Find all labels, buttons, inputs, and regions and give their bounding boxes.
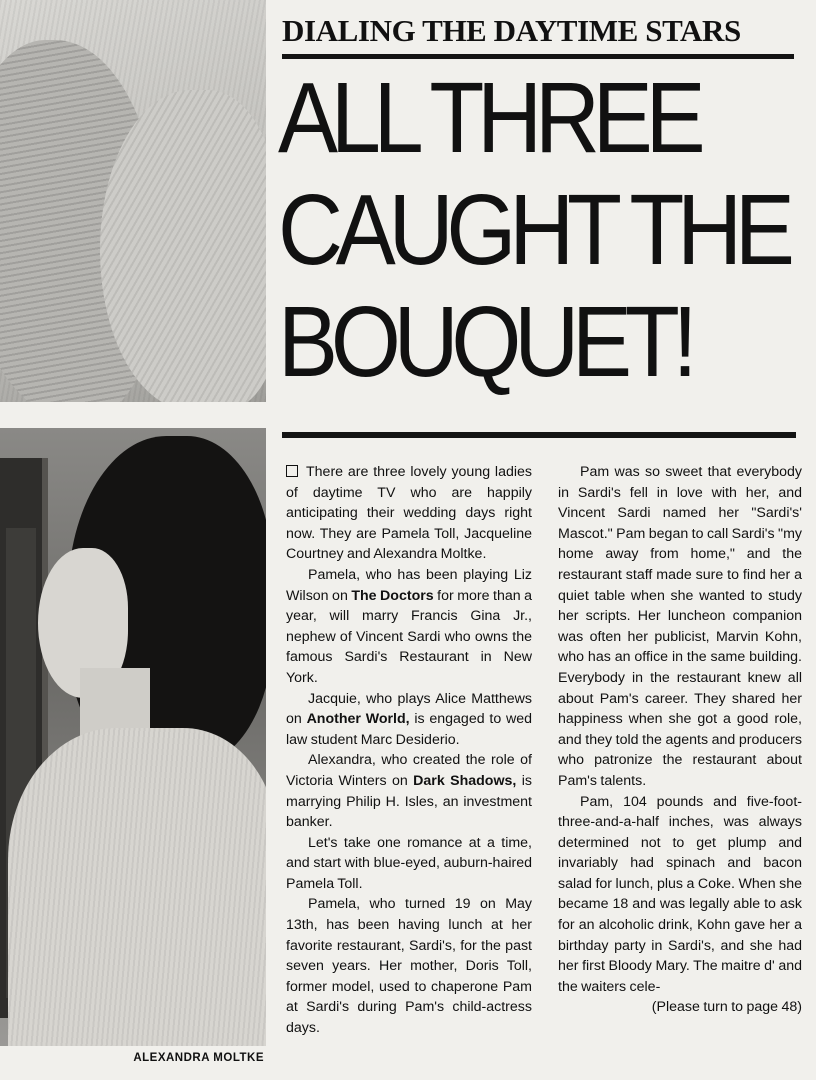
headline-line: CAUGHT THE [278,174,788,286]
paragraph: Let's take one romance at a time, and start with blue-eyed, auburn-haired Pamela Toll. [286,834,532,892]
article-column-1 [286,462,532,1052]
checkbox-bullet-icon [286,465,298,477]
paragraph: There are three lovely young ladies of daytime TV who are happily anticipating their wedding days right now. They are Pamela Toll, Jacqueline Courtney and Alexandra Moltke. [286,464,532,563]
headline-rule [282,432,796,438]
sweater-photo [0,0,266,402]
portrait-photo [0,428,266,1046]
headline-line: ALL THREE [278,62,699,174]
header-rule [282,54,794,59]
paragraph: Pam was so sweet that everybody in Sardi's fell in love with her, and Vincent Sardi named her "Sardi's' Mascot." Pam began to call Sardi's "my home away from home," and the restaurant staff made sure to find her a quiet table when she wanted to study her scripts. Her luncheon companion was often her publicist, Marvin Kohn, who has an office in the same building. Everybody in the restaurant knew all about Pam's career. They shared her happiness when she got a good role, and they told the agents and producers who patronize the restaurant about Pam's talents. [558,464,802,789]
paragraph: Pamela, who turned 19 on May 13th, has been having lunch at her favorite restaurant, Sardi's, for the past seven years. Her mother, Doris Toll, former model, used to chaperone Pam at Sardi's during Pam's child-actress days. [286,896,532,1037]
paragraph: Alexandra, who created the role of Victoria Winters on Dark Shadows, is marrying Philip H. Isles, an investment banker. [286,752,532,831]
show-title: Another World, [306,711,410,728]
sweater-fold [100,90,266,402]
headline-line: BOUQUET! [278,286,691,398]
paragraph: Jacquie, who plays Alice Matthews on Another World, is engaged to wed law student Marc Desiderio. [286,690,533,748]
headline [278,62,788,432]
show-title: The Doctors [351,587,434,604]
paragraph: Pam, 104 pounds and five-foot-three-and-a-half inches, was always determined not to get plump and invariably had spinach and bacon salad for lunch, plus a Coke. When she became 18 and was legally able to ask for an alcoholic drink, Kohn gave her a birthday party in Sardi's, and she had her first Bloody Mary. The maitre d' and the waiters cele- [558,793,802,995]
continued-note: (Please turn to page 48) [651,999,802,1016]
article-column-2 [558,462,802,1052]
paragraph: Pamela, who has been playing Liz Wilson on The Doctors for more than a year, will marry Francis Gina Jr., nephew of Vincent Sardi who owns the famous Sardi's Restaurant in New York. [286,566,532,686]
show-title: Dark Shadows, [413,772,517,789]
photo-caption: ALEXANDRA MOLTKE [133,1052,264,1064]
photo-divider [0,402,266,428]
section-kicker: DIALING THE DAYTIME STARS [282,13,741,48]
portrait-sweater [8,728,266,1046]
